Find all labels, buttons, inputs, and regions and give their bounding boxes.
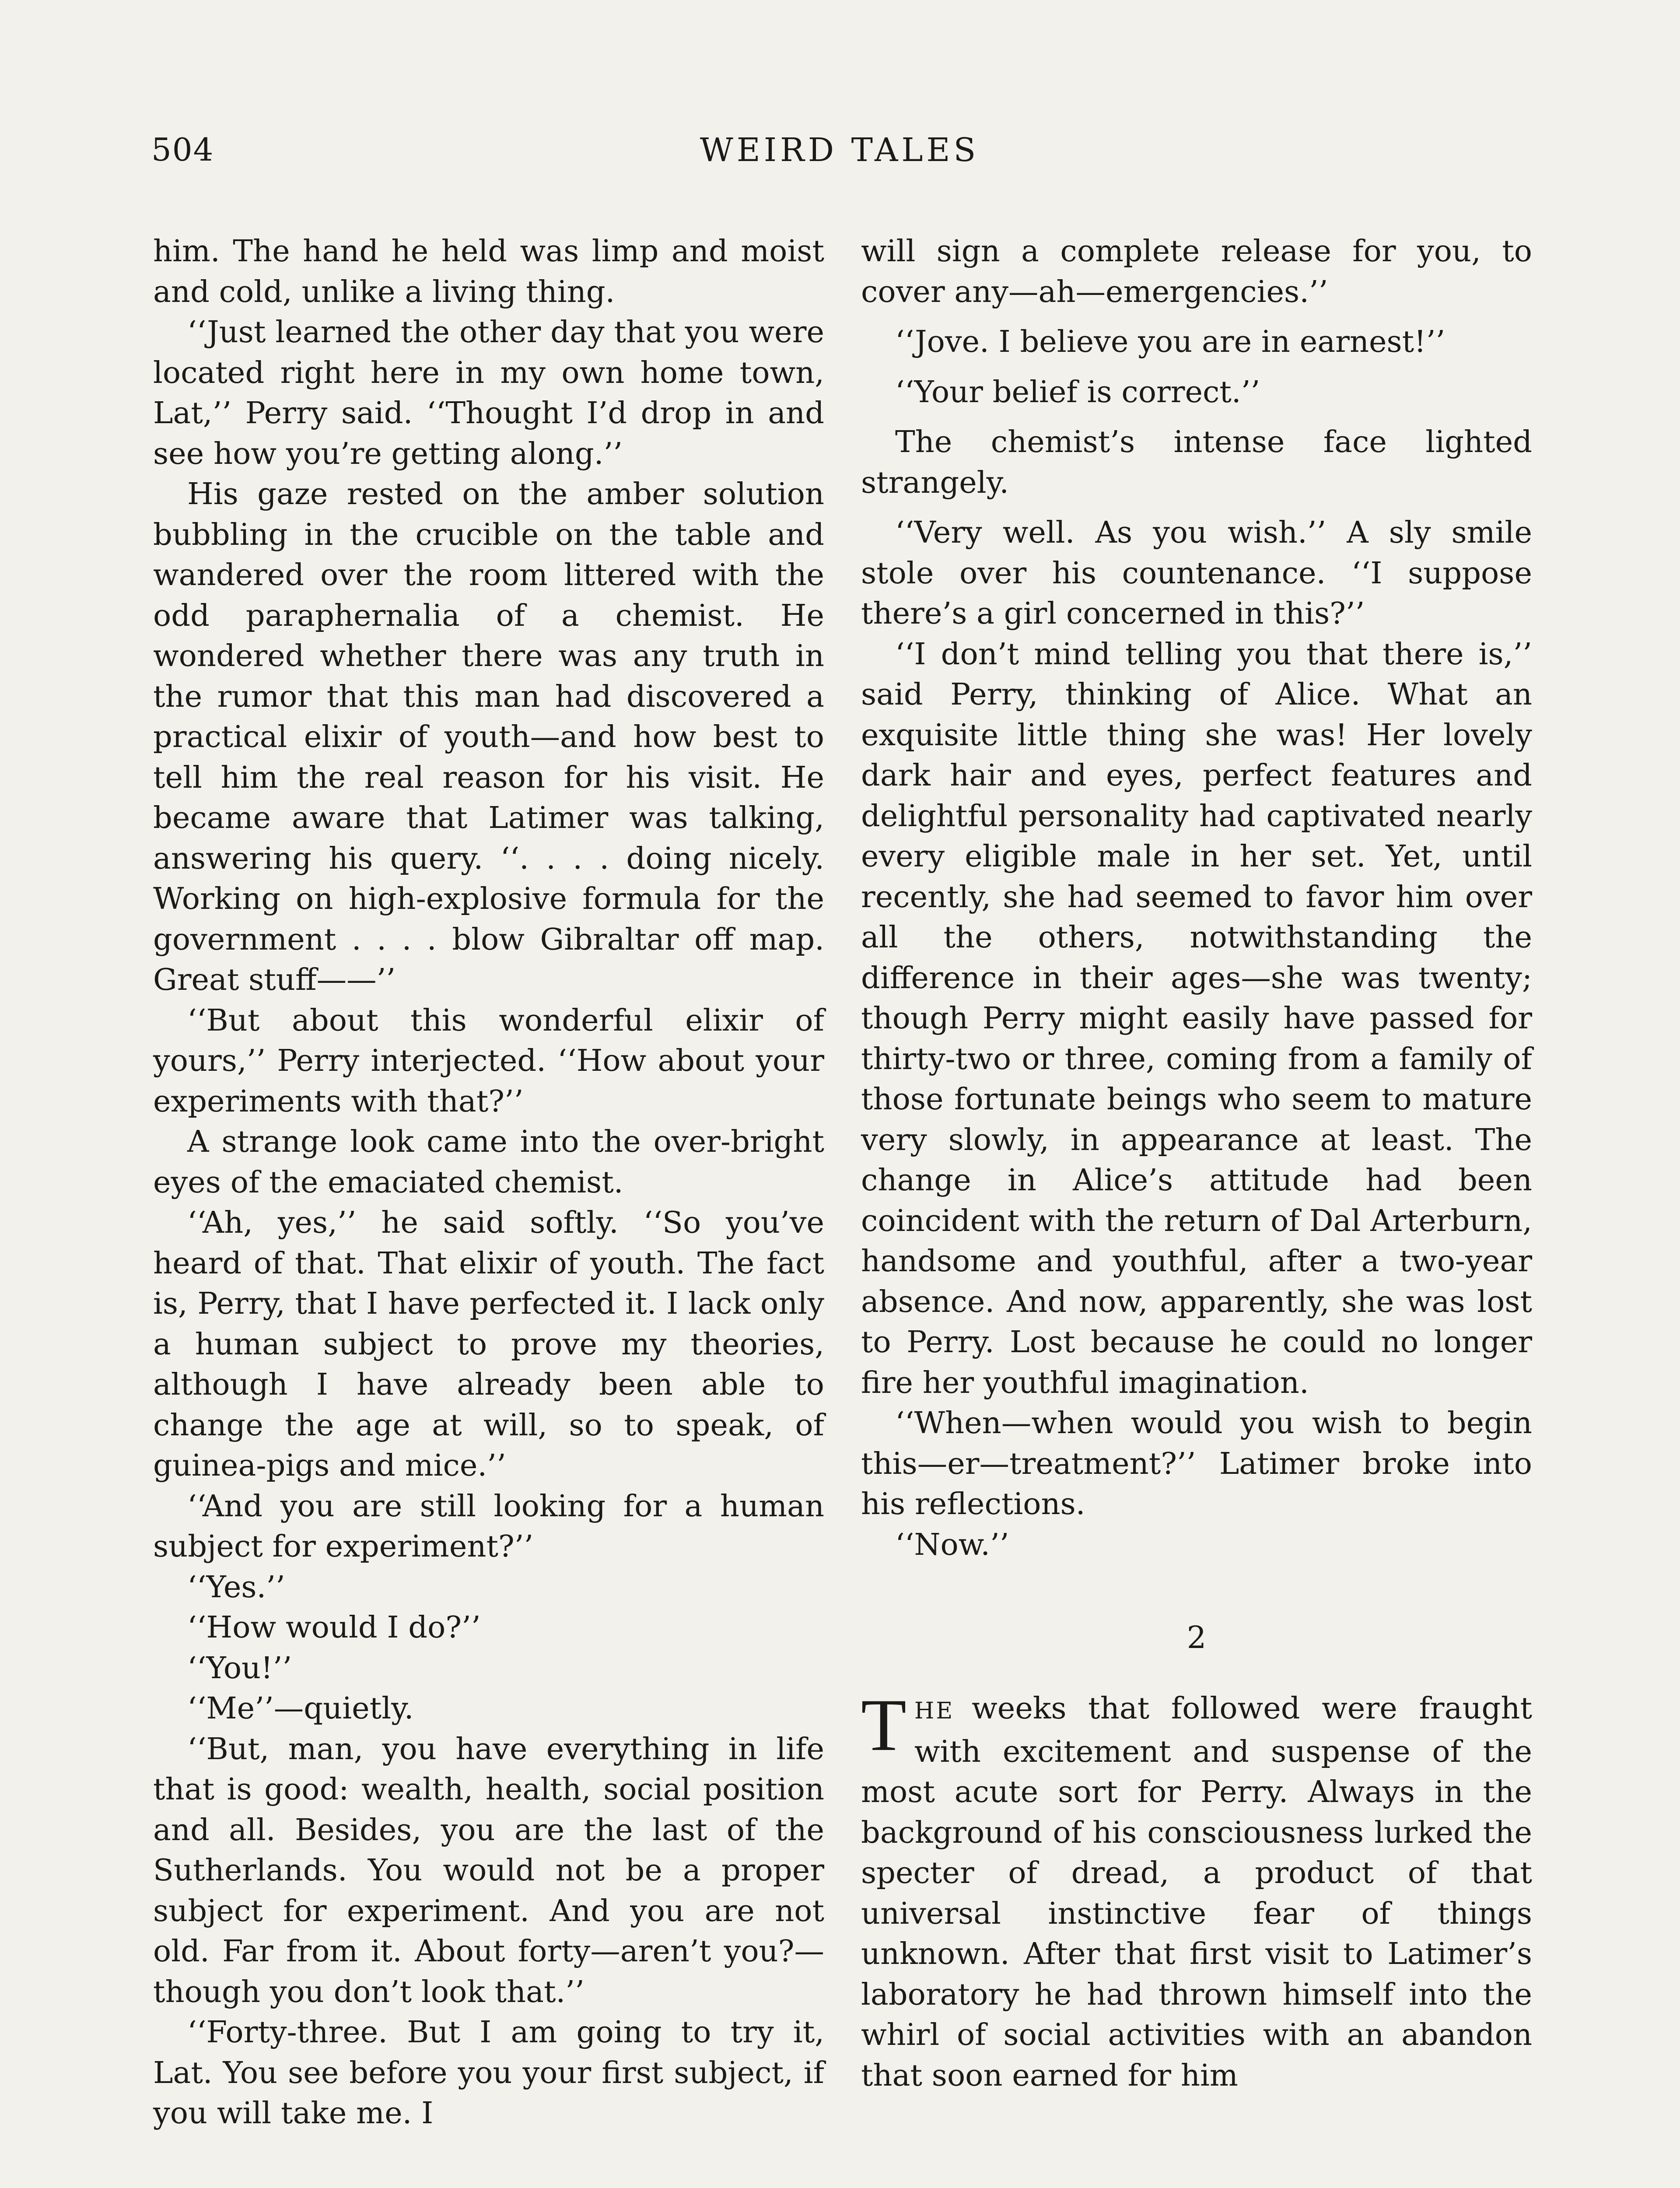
paragraph: ‘‘Forty-three. But I am going to try it, Lat. You see before you your first subject, if you will take me. I xyxy=(153,2015,824,2131)
paragraph: ‘‘And you are still looking for a human subject for experiment?’’ xyxy=(153,1488,824,1564)
running-title: WEIRD TALES xyxy=(700,131,980,169)
section-opening-paragraph xyxy=(861,1684,1532,2096)
right-column xyxy=(861,231,1532,2096)
paragraph: ‘‘But about this wonderful elixir of yours,’’ Perry interjected. ‘‘How about your experiments with that?’’ xyxy=(153,1003,824,1119)
paragraph: ‘‘But, man, you have everything in life that is good: wealth, health, social position and all. Besides, you are the last of the Sutherlands. You would not be a proper subject for experiment. And you are not old. Far from it. About forty—aren’t you?—though you don’t look that.’’ xyxy=(153,1731,824,2009)
lead-smallcaps: HE xyxy=(914,1698,955,1724)
paragraph: ‘‘Jove. I believe you are in earnest!’’ xyxy=(895,324,1446,359)
section-number: 2 xyxy=(1186,1620,1207,1655)
paragraph: ‘‘Very well. As you wish.’’ A sly smile stole over his countenance. ‘‘I suppose there’s a girl concerned in this?’’ xyxy=(861,515,1532,631)
paragraph: ‘‘How would I do?’’ xyxy=(187,1610,481,1645)
paragraph: ‘‘I don’t mind telling you that there is,’’ said Perry, thinking of Alice. What an exquisite little thing she was! Her lovely dark hair and eyes, perfect features and delightful personality had captivated nearly every eligible male in her set. Yet, until recently, she had seemed to favor him over all the others, notwithstanding the difference in their ages—she was twenty; though Perry might easily have passed for thirty-two or three, coming from a family of those fortunate beings who seem to mature very slowly, in appearance at least. The change in Alice’s attitude had been coincident with the return of Dal Arterburn, handsome and youthful, after a two-year absence. And now, apparently, she was lost to Perry. Lost because he could no longer fire her youthful imagination. xyxy=(861,636,1532,1400)
paragraph: ‘‘When—when would you wish to begin this—er—treatment?’’ Latimer broke into his reflections. xyxy=(861,1406,1532,1522)
page-header xyxy=(151,131,1528,184)
paragraph: ‘‘Me’’—quietly. xyxy=(187,1691,414,1726)
left-column xyxy=(153,231,824,2134)
paragraph: ‘‘Yes.’’ xyxy=(187,1569,285,1605)
page-number: 504 xyxy=(151,131,214,168)
paragraph: ‘‘Now.’’ xyxy=(895,1527,1009,1562)
paragraph: will sign a complete release for you, to cover any—ah—emergencies.’’ xyxy=(861,234,1532,309)
paragraph: His gaze rested on the amber solution bubbling in the crucible on the table and wandered over the room littered with the odd paraphernalia of a chemist. He wondered whether there was any truth in the rumor that this man had discovered a practical elixir of youth—and how best to tell him the real reason for his visit. He became aware that Latimer was talking, answering his query. ‘‘. . . . doing nicely. Working on high-explosive formula for the government . . . . blow Gibraltar off map. Great stuff——’’ xyxy=(153,477,824,997)
paragraph: ‘‘Your belief is correct.’’ xyxy=(895,374,1260,410)
opening-text: weeks that followed were fraught with excitement and suspense of the most acute sort for Perry. Always in the background of his consciousness lurked the specter of dread, a product of that universal instinctive fear of things unknown. After that first visit to Latimer’s laboratory he had thrown himself into the whirl of social activities with an abandon that soon earned for him xyxy=(861,1691,1532,2093)
drop-cap: T xyxy=(861,1684,906,1766)
paragraph: him. The hand he held was limp and moist and cold, unlike a living thing. xyxy=(153,234,824,309)
paragraph: ‘‘You!’’ xyxy=(187,1650,292,1686)
paragraph: ‘‘Just learned the other day that you were located right here in my own home town, Lat,’’ Perry said. ‘‘Thought I’d drop in and see how you’re getting along.’’ xyxy=(153,315,824,471)
paragraph: The chemist’s intense face lighted strangely. xyxy=(861,424,1532,500)
paragraph: ‘‘Ah, yes,’’ he said softly. ‘‘So you’ve heard of that. That elixir of youth. The fact is, Perry, that I have perfected it. I lack only a human subject to prove my theories, although I have already been able to change the age at will, so to speak, of guinea-pigs and mice.’’ xyxy=(153,1205,824,1483)
paragraph: A strange look came into the over-bright eyes of the emaciated chemist. xyxy=(153,1124,824,1200)
